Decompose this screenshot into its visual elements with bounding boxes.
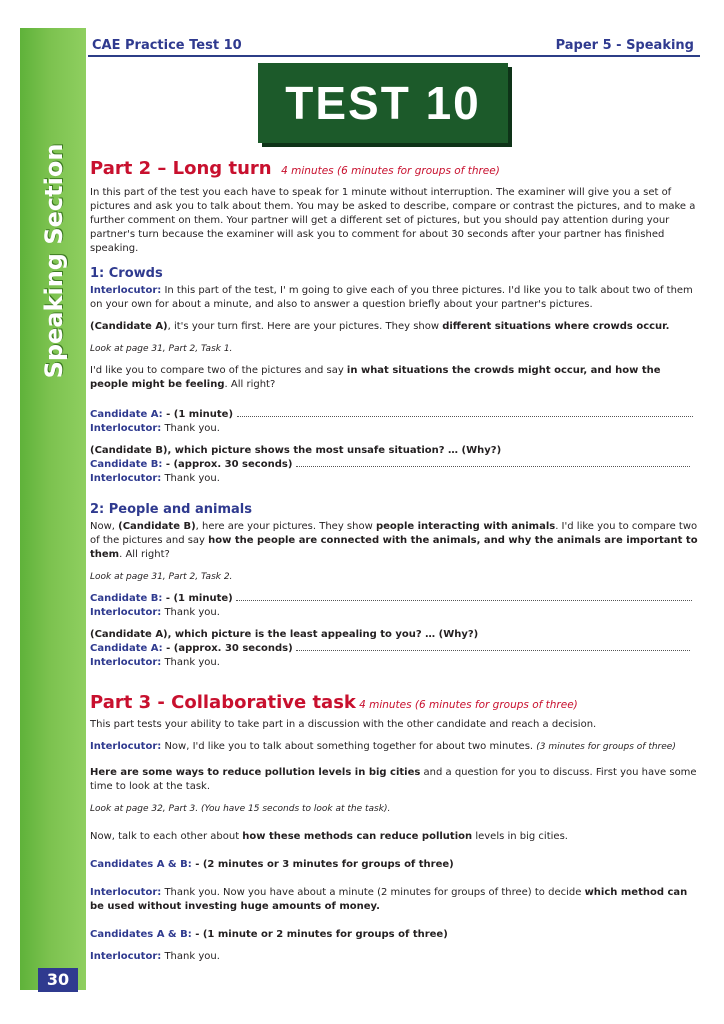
task1-turn: (Candidate A), it's your turn first. Here are your pictures. They show different situations where crowds occur. [90,321,670,332]
part2-time: 4 minutes (6 minutes for groups of three) [281,165,500,177]
test-title-box [258,63,508,143]
part3-look: Look at page 32, Part 3. (You have 15 seconds to look at the task). [90,804,391,814]
task2-look: Look at page 31, Part 2, Task 2. [90,572,233,582]
part3-interlocutor-2: Interlocutor: Thank you. Now you have about a minute (2 minutes for groups of three) to decide which method can be used without investing huge amounts of money. [90,887,688,912]
part3-time: 4 minutes (6 minutes for groups of three) [359,699,578,711]
part2-heading: Part 2 – Long turn [90,158,272,179]
task2-heading: 2: People and animals [90,502,253,517]
task2-interlocutor-thanks-2: Interlocutor: Thank you. [90,657,220,668]
task1-candidate-a: Candidate A: - (1 minute) [90,408,698,422]
part3-candidates: Candidates A & B: - (2 minutes or 3 minutes for groups of three) [90,859,454,870]
task1-interlocutor: Interlocutor: In this part of the test, I' m going to give each of you three pictures. I'd like you to talk about two of them on your own for about a minute, and also to answer a question briefly about your partner's pictures. [90,285,693,310]
page-content [90,158,698,964]
task2-intro: Now, (Candidate B), here are your pictures. They show people interacting with animals. I'd like you to compare two of the pictures and say how the people are connected with the animals, and why the animals are important to them. All right? [90,521,698,560]
part3-interlocutor: Interlocutor: Now, I'd like you to talk about something together for about two minutes. (3 minutes for groups of three) [90,741,676,752]
task1-question-b: (Candidate B), which picture shows the most unsafe situation? … (Why?) [90,445,502,456]
header-test-name: CAE Practice Test 10 [92,38,242,53]
task1-compare: I'd like you to compare two of the pictures and say in what situations the crowds might occur, and how the people might be feeling. All right? [90,365,661,390]
task1-look: Look at page 31, Part 2, Task 1. [90,344,233,354]
part3-interlocutor-3: Interlocutor: Thank you. [90,951,220,962]
task1-interlocutor-thanks: Interlocutor: Thank you. [90,423,220,434]
part2-intro: In this part of the test you each have to speak for 1 minute without interruption. The examiner will give you a set of pictures and ask you to talk about them. You may be asked to describe, compare or contrast the pictures, and to make a further comment on them. Your partner will get a different set of pictures, but you should pay attention during your partner's turn because the examiner will ask you to comment for about 30 seconds after your partner has finished speaking. [90,187,696,254]
task2-candidate-b: Candidate B: - (1 minute) [90,592,698,606]
test-title: TEST 10 [285,77,481,129]
header-divider [88,55,700,57]
header-paper-name: Paper 5 - Speaking [555,38,694,53]
task2-question-a: (Candidate A), which picture is the least appealing to you? … (Why?) [90,629,479,640]
task1-interlocutor-thanks-2: Interlocutor: Thank you. [90,473,220,484]
section-label: Speaking Section [40,143,68,378]
part3-candidates-2: Candidates A & B: - (1 minute or 2 minutes for groups of three) [90,929,448,940]
task1-heading: 1: Crowds [90,266,163,281]
part2-heading-line [90,158,698,180]
task2-candidate-a: Candidate A: - (approx. 30 seconds) [90,642,698,656]
part3-talk: Now, talk to each other about how these methods can reduce pollution levels in big cities. [90,831,568,842]
part3-heading: Part 3 - Collaborative task [90,692,356,713]
task1-candidate-b: Candidate B: - (approx. 30 seconds) [90,458,698,472]
task2-interlocutor-thanks: Interlocutor: Thank you. [90,607,220,618]
part3-heading-line [90,692,698,714]
part3-intro: This part tests your ability to take part in a discussion with the other candidate and reach a decision. [90,719,597,730]
page-number: 30 [38,968,78,992]
part3-ways: Here are some ways to reduce pollution levels in big cities and a question for you to discuss. First you have some time to look at the task. [90,767,697,792]
